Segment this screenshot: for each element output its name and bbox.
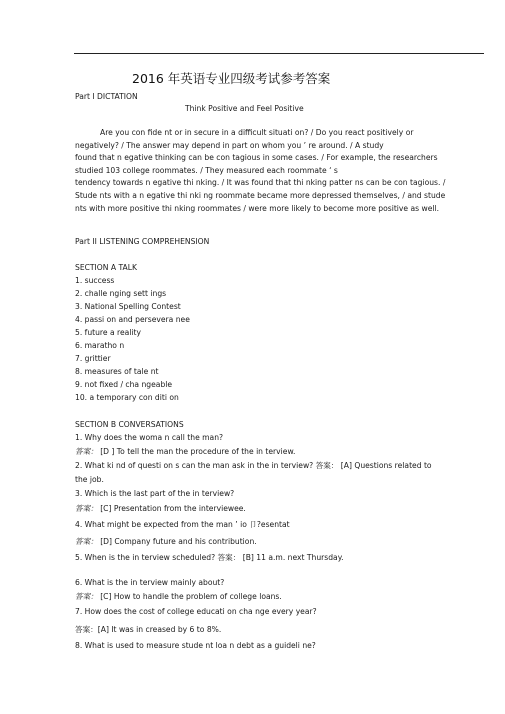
question-line: 3. Which is the last part of the in terview? — [75, 489, 235, 498]
list-item: 8. measures of tale nt — [75, 367, 159, 376]
dictation-line: studied 103 college roommates. / They measured each roommate ‘ s — [75, 165, 338, 175]
answer-label: 答案： — [75, 537, 98, 546]
dictation-subtitle: Think Positive and Feel Positive — [185, 104, 304, 113]
question-line: 4. What might be expected from the man ’ io 卩?esentat — [75, 520, 290, 529]
list-item: 4. passi on and persevera nee — [75, 315, 190, 324]
question-line: 6. What is the in terview mainly about? — [75, 578, 225, 587]
list-item: 9. not fixed / cha ngeable — [75, 380, 173, 389]
dictation-paragraph — [75, 127, 485, 215]
dictation-line: tendency towards n egative thi nking. / It was found that thi nking patter ns can be con tagious. / — [75, 178, 446, 188]
list-item: 2. challe nging sett ings — [75, 289, 167, 298]
dictation-line: found that n egative thinking can be con tagious in some cases. / For example, the researchers — [75, 153, 438, 163]
answer-label: 答案： — [75, 625, 98, 634]
list-item: 7. grittier — [75, 354, 111, 363]
answer-line: 答案： [D ] To tell the man the procedure of the in terview. — [75, 447, 296, 456]
question-line: 2. What ki nd of questi on s can the man ask in the in terview? 答案： [A] Questions related to — [75, 461, 432, 470]
section-b-heading: SECTION B CONVERSATIONS — [75, 420, 184, 429]
header-rule — [74, 53, 484, 54]
list-item: 6. maratho n — [75, 341, 125, 350]
page-title: 2016 年英语专业四级考试参考答案 — [132, 71, 331, 86]
answer-line: 答案：[A] It was in creased by 6 to 8%. — [75, 625, 222, 634]
answer-label: 答案： — [75, 504, 98, 513]
answer-line: 答案： [D] Company future and his contribution. — [75, 537, 257, 546]
answer-line: 答案： [C] How to handle the problem of college loans. — [75, 592, 282, 601]
answer-label: 答案： — [75, 592, 98, 601]
list-item: 10. a temporary con diti on — [75, 393, 179, 402]
list-item: 3. National Spelling Contest — [75, 302, 181, 311]
question-line: 8. What is used to measure stude nt loa n debt as a guideli ne? — [75, 641, 316, 650]
part2-heading: Part II LISTENING COMPREHENSION — [75, 237, 210, 246]
question-line: 7. How does the cost of college educati on cha nge every year? — [75, 607, 317, 616]
dictation-line: Are you con fide nt or in secure in a difficult situati on? / Do you react positively or — [100, 128, 414, 137]
list-item: 5. future a reality — [75, 328, 142, 337]
section-a-heading: SECTION A TALK — [75, 263, 137, 272]
dictation-line: Stude nts with a n egative thi nki ng roommate became more depressed themselves, / and stude — [75, 190, 446, 200]
answer-label: 答案： — [75, 447, 98, 456]
dictation-line: nts with more positive thi nking roommates / were more likely to become more positive as well. — [75, 203, 440, 213]
answer-line: 答案： [C] Presentation from the interviewee. — [75, 504, 246, 513]
question-line: 5. When is the in terview scheduled? 答案： [B] 11 a.m. next Thursday. — [75, 553, 344, 562]
dictation-line: negatively? / The answer may depend in part on whom you ’ re around. / A study — [75, 140, 384, 150]
question-line: 1. Why does the woma n call the man? — [75, 433, 224, 442]
part1-heading: Part I DICTATION — [75, 92, 138, 101]
question-line-continued: the job. — [75, 475, 104, 484]
list-item: 1. success — [75, 276, 115, 285]
